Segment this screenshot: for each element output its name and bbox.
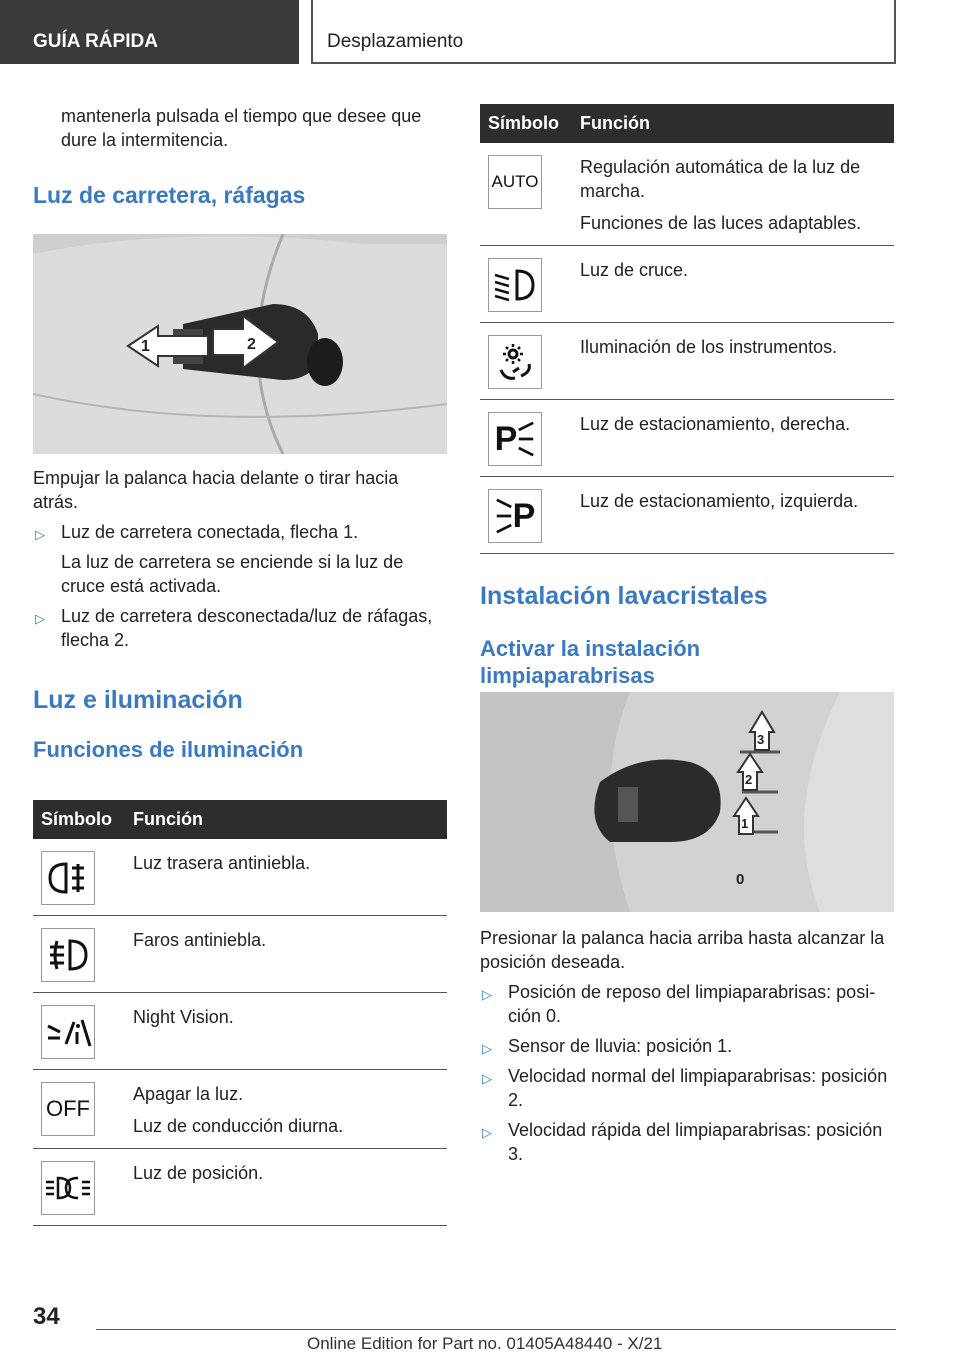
page-number: 34 [33, 1303, 60, 1330]
bullet-item [33, 520, 447, 598]
heading-activate-wiper: Activar la instalación limpiaparabrisas [480, 636, 701, 688]
bullet-item [480, 1118, 894, 1166]
position-light-icon [41, 1161, 95, 1215]
front-fog-light-icon [41, 928, 95, 982]
bullet-text: Luz de carretera desconectada/luz de ráfagas, flecha 2. [61, 606, 433, 650]
chapter-title: Desplazamiento [327, 31, 464, 52]
bullet-text: Luz de carretera conectada, flecha 1. [61, 522, 359, 542]
col-header-function: Función [125, 800, 447, 839]
left-symbol-table [33, 800, 447, 1226]
right-symbol-table [480, 104, 894, 689]
low-beam-icon [488, 258, 542, 312]
col-header-function: Función [572, 104, 894, 143]
wiper-text-block [480, 926, 894, 1166]
intro-text: mantenerla pulsada el tiempo que desee que dure la intermitencia. [61, 106, 422, 150]
auto-icon [488, 155, 542, 209]
bullet-item [480, 1064, 894, 1112]
footer-divider [96, 1329, 896, 1330]
bullet-text: Sensor de lluvia: posición 1. [508, 1036, 733, 1056]
function-text: Funciones de las luces adaptables. [580, 213, 862, 233]
lever-illustration [33, 234, 447, 454]
arrow-label-2: 2 [247, 336, 256, 353]
function-text: Luz de posición. [133, 1163, 264, 1183]
bullet-item [480, 980, 894, 1028]
rear-fog-light-icon [41, 851, 95, 905]
highbeam-text-block [33, 466, 447, 763]
bullet-triangle-icon: ▷ [482, 1071, 492, 1086]
parking-light-right-icon [488, 412, 542, 466]
auto-label: AUTO [491, 172, 539, 191]
bullet-item [480, 1034, 894, 1058]
parking-label: P [512, 497, 536, 535]
bullet-text: Velocidad normal del limpiaparabrisas: posición 2. [508, 1066, 888, 1110]
section-tab [0, 0, 299, 64]
position-label-3: 3 [757, 732, 765, 747]
off-label: OFF [46, 1096, 90, 1121]
heading-highbeam: Luz de carretera, ráfagas [33, 182, 306, 208]
position-label-0: 0 [736, 871, 745, 888]
left-column [33, 104, 447, 209]
bullet-triangle-icon: ▷ [482, 987, 492, 1002]
arrow-label-1: 1 [141, 338, 150, 355]
off-icon [41, 1082, 95, 1136]
function-text: Faros antiniebla. [133, 930, 267, 950]
instrument-lighting-icon [488, 335, 542, 389]
function-text: Luz trasera antiniebla. [133, 853, 311, 873]
col-header-symbol: Símbolo [33, 800, 125, 839]
function-text: Luz de conducción diurna. [133, 1116, 344, 1136]
heading-functions: Funciones de iluminación [33, 737, 304, 762]
bullet-item [33, 604, 447, 652]
parking-light-left-icon [488, 489, 542, 543]
bullet-triangle-icon: ▷ [35, 611, 45, 626]
chapter-tab [311, 0, 896, 64]
function-text: Luz de estacionamiento, derecha. [580, 414, 851, 434]
parking-label: P [494, 420, 518, 458]
bullet-triangle-icon: ▷ [482, 1125, 492, 1140]
function-text: Night Vision. [133, 1007, 234, 1027]
function-text: Iluminación de los instrumentos. [580, 337, 838, 357]
position-label-2: 2 [745, 772, 753, 787]
section-title: GUÍA RÁPIDA [33, 31, 158, 52]
highbeam-text: Empujar la palanca hacia delante o tirar hacia atrás. [33, 468, 399, 512]
bullet-triangle-icon: ▷ [35, 527, 45, 542]
wiper-text: Presionar la palanca hacia arriba hasta alcanzar la posición deseada. [480, 928, 885, 972]
function-text: Apagar la luz. [133, 1084, 244, 1104]
edition-text: Online Edition for Part no. 01405A48440 - X/21 [307, 1334, 663, 1353]
wiper-lever-image [480, 692, 894, 912]
heading-washer: Instalación lavacristales [480, 582, 768, 610]
col-header-symbol: Símbolo [480, 104, 572, 143]
bullet-subtext: La luz de carretera se enciende si la luz de cruce está activada. [61, 552, 404, 596]
position-label-1: 1 [741, 816, 749, 831]
function-text: Luz de cruce. [580, 260, 689, 280]
bullet-text: Velocidad rápida del limpiaparabrisas: posición 3. [508, 1120, 883, 1164]
bullet-triangle-icon: ▷ [482, 1041, 492, 1056]
bullet-text: Posición de reposo del limpiaparabrisas: posición 0. [508, 982, 876, 1026]
wiper-illustration [480, 692, 894, 912]
highbeam-lever-image [33, 234, 447, 454]
night-vision-icon [41, 1005, 95, 1059]
heading-lights: Luz e iluminación [33, 686, 243, 714]
function-text: Luz de estacionamiento, izquierda. [580, 491, 859, 511]
function-text: Regulación automática de la luz de marcha. [580, 157, 861, 201]
